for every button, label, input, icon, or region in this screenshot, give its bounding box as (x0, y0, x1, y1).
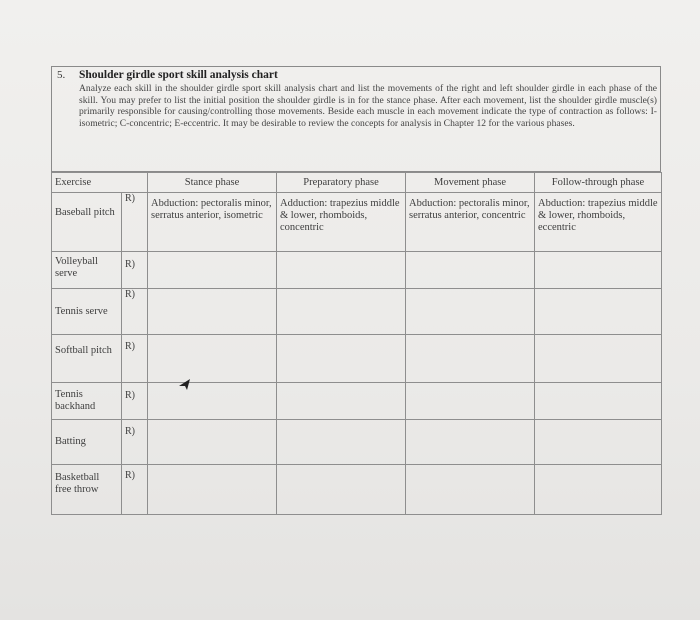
header-movement: Movement phase (406, 173, 535, 193)
follow-through-cell[interactable] (535, 383, 662, 420)
preparatory-cell[interactable] (277, 289, 406, 335)
follow-through-cell[interactable] (535, 289, 662, 335)
side-cell: R) (122, 335, 148, 383)
follow-through-cell[interactable] (535, 465, 662, 515)
table-row (52, 465, 662, 515)
table-row (52, 335, 662, 383)
side-cell: R) (122, 193, 148, 252)
table-row (52, 193, 662, 252)
skill-analysis-table (51, 172, 662, 515)
stance-cell[interactable] (148, 383, 277, 420)
exercise-cell: Volleyball serve (52, 252, 122, 289)
table-row (52, 383, 662, 420)
exercise-cell: Softball pitch (52, 335, 122, 383)
preparatory-cell[interactable] (277, 420, 406, 465)
side-cell: R) (122, 289, 148, 335)
header-preparatory: Preparatory phase (277, 173, 406, 193)
side-cell: R) (122, 420, 148, 465)
stance-cell[interactable] (148, 289, 277, 335)
exercise-cell: Tennis serve (52, 289, 122, 335)
follow-through-cell[interactable] (535, 335, 662, 383)
question-instructions: Analyze each skill in the shoulder girdle sport skill analysis chart and list the movements of the right and left shoulder girdle in each phase of the skill. You may prefer to list the initial position the shoulder girdle is in for the stance phase. After each movement, list the shoulder girdle muscle(s) primarily responsible for causing/controlling those movements. Beside each muscle in each movement indicate the type of contraction as follows: I-isometric; C-concentric; E-eccentric. It may be desirable to review the concepts for analysis in Chapter 12 for the various phases. (79, 83, 657, 129)
follow-through-cell[interactable]: Abduction: trapezius middle & lower, rhomboids, eccentric (535, 193, 662, 252)
side-cell: R) (122, 465, 148, 515)
exercise-cell: Basketball free throw (52, 465, 122, 515)
movement-cell[interactable]: Abduction: pectoralis minor, serratus anterior, concentric (406, 193, 535, 252)
follow-through-cell[interactable] (535, 252, 662, 289)
movement-cell[interactable] (406, 383, 535, 420)
movement-cell[interactable] (406, 252, 535, 289)
table-header-row (52, 173, 662, 193)
preparatory-cell[interactable] (277, 252, 406, 289)
header-stance: Stance phase (148, 173, 277, 193)
follow-through-cell[interactable] (535, 420, 662, 465)
header-follow-through: Follow-through phase (535, 173, 662, 193)
header-exercise: Exercise (52, 173, 148, 193)
movement-cell[interactable] (406, 420, 535, 465)
mouse-cursor-icon (178, 378, 192, 394)
movement-cell[interactable] (406, 465, 535, 515)
side-cell: R) (122, 252, 148, 289)
stance-cell[interactable] (148, 465, 277, 515)
question-title: Shoulder girdle sport skill analysis chart (79, 69, 278, 81)
table-row (52, 420, 662, 465)
movement-cell[interactable] (406, 289, 535, 335)
movement-cell[interactable] (406, 335, 535, 383)
table-row (52, 252, 662, 289)
preparatory-cell[interactable] (277, 465, 406, 515)
preparatory-cell[interactable] (277, 383, 406, 420)
stance-cell[interactable] (148, 335, 277, 383)
stance-cell[interactable] (148, 420, 277, 465)
side-cell: R) (122, 383, 148, 420)
exercise-cell: Tennis backhand (52, 383, 122, 420)
stance-cell[interactable]: Abduction: pectoralis minor, serratus anterior, isometric (148, 193, 277, 252)
exercise-cell: Baseball pitch (52, 193, 122, 252)
preparatory-cell[interactable]: Adduction: trapezius middle & lower, rhomboids, concentric (277, 193, 406, 252)
question-number: 5. (57, 69, 66, 81)
stance-cell[interactable] (148, 252, 277, 289)
question-box (51, 66, 661, 172)
preparatory-cell[interactable] (277, 335, 406, 383)
table-row (52, 289, 662, 335)
exercise-cell: Batting (52, 420, 122, 465)
